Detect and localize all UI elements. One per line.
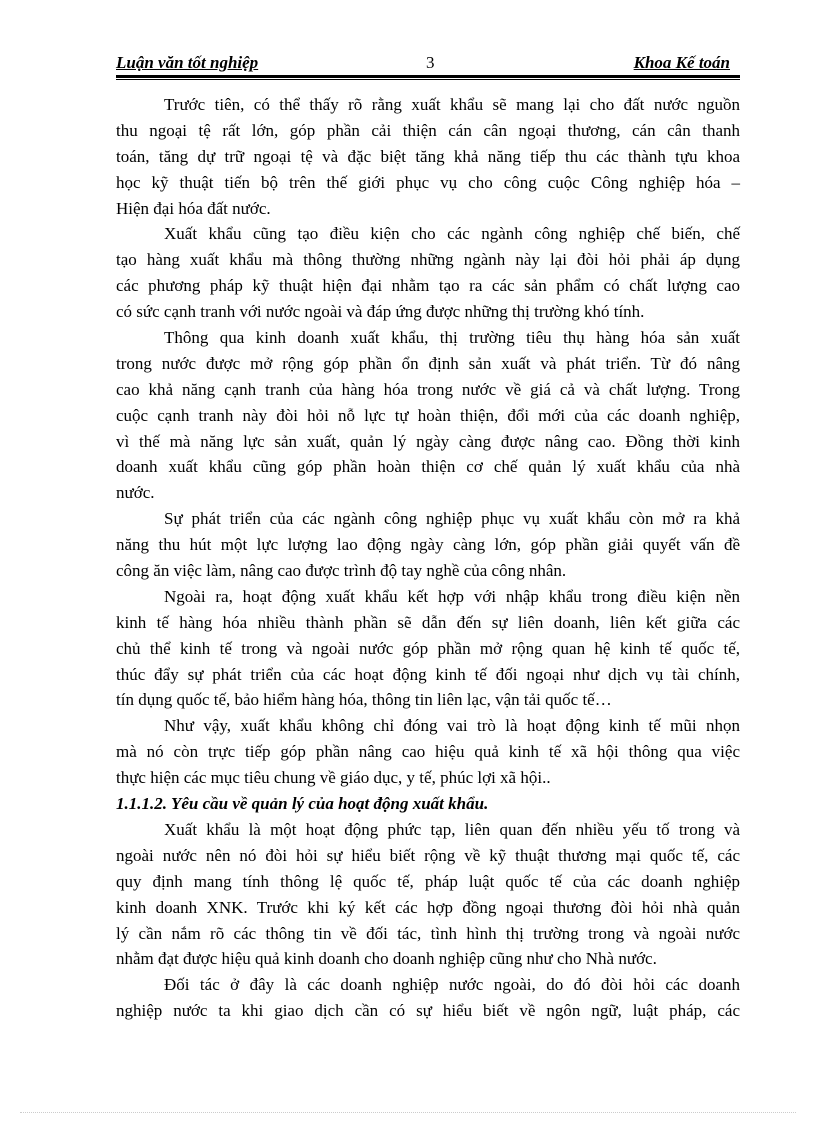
page-header — [116, 53, 740, 75]
text-line: quy định mang tính thông lệ quốc tế, pháp luật quốc tế của các doanh nghiệp — [116, 871, 740, 891]
paragraph — [116, 713, 740, 791]
header-department: Khoa Kế toán — [633, 53, 730, 72]
text-line: thu ngoại tệ rất lớn, góp phần cải thiện cán cân ngoại thương, cán cân thanh — [116, 120, 740, 140]
text-line: chủ thể kinh tế trong và ngoài nước góp phần mở rộng quan hệ kinh tế quốc tế, — [116, 638, 740, 658]
text-line: cuộc cạnh tranh này đòi hỏi nỗ lực tự hoàn thiện, đổi mới của các doanh nghiệp, — [116, 405, 740, 425]
text-line: tín dụng quốc tế, bảo hiểm hàng hóa, thông tin liên lạc, vận tải quốc tế… — [116, 690, 612, 710]
header-rule-thin — [116, 79, 740, 80]
text-line: Xuất khẩu cũng tạo điều kiện cho các ngành công nghiệp chế biến, chế — [164, 224, 740, 244]
text-line: học kỹ thuật tiến bộ trên thế giới phục vụ cho công cuộc Công nghiệp hóa – — [116, 172, 740, 192]
text-line: tạo hàng xuất khẩu mà thông thường những ngành này lại đòi hỏi phải áp dụng — [116, 250, 740, 270]
text-line: trong nước được mở rộng góp phần ổn định sản xuất và phát triển. Từ đó nâng — [116, 353, 740, 373]
text-line: thực hiện các mục tiêu chung về giáo dục, y tế, phúc lợi xã hội.. — [116, 768, 551, 788]
paragraph — [116, 92, 740, 221]
text-line: Xuất khẩu là một hoạt động phức tạp, liên quan đến nhiều yếu tố trong và — [164, 819, 740, 839]
text-line: vì thế mà năng lực sản xuất, quản lý ngày càng được nâng cao. Đồng thời kinh — [116, 431, 740, 451]
text-line: năng thu hút một lực lượng lao động ngày càng lớn, góp phần giải quyết vấn đề — [116, 535, 740, 555]
text-line: Ngoài ra, hoạt động xuất khẩu kết hợp với nhập khẩu trong điều kiện nền — [164, 586, 740, 606]
header-rule-thick — [116, 75, 740, 78]
text-line: Thông qua kinh doanh xuất khẩu, thị trường tiêu thụ hàng hóa sản xuất — [164, 328, 740, 348]
text-line: 1.1.1.2. Yêu cầu về quản lý của hoạt động xuất khẩu. — [116, 794, 489, 814]
page-border — [20, 1112, 796, 1113]
text-line: ngoài nước nên nó đòi hỏi sự hiểu biết rộng về kỹ thuật thương mại quốc tế, các — [116, 845, 740, 865]
text-line: có sức cạnh tranh với nước ngoài và đáp ứng được những thị trường khó tính. — [116, 302, 645, 322]
section-heading — [116, 791, 740, 817]
text-line: doanh xuất khẩu cũng góp phần hoàn thiện cơ chế quản lý xuất khẩu của nhà — [116, 457, 740, 477]
paragraph — [116, 506, 740, 584]
text-line: kinh tế hàng hóa nhiều thành phần sẽ dẫn đến sự liên doanh, liên kết giữa các — [116, 612, 740, 632]
text-line: Như vậy, xuất khẩu không chỉ đóng vai trò là hoạt động kinh tế mũi nhọn — [164, 716, 740, 736]
text-line: Sự phát triển của các ngành công nghiệp phục vụ xuất khẩu còn mở ra khả — [164, 509, 740, 529]
text-line: Hiện đại hóa đất nước. — [116, 198, 271, 218]
document-body — [116, 92, 740, 1024]
text-line: toán, tăng dự trữ ngoại tệ và đặc biệt tăng khả năng tiếp thu các thành tựu khoa — [116, 146, 740, 166]
paragraph — [116, 972, 740, 1024]
text-line: nước. — [116, 483, 155, 503]
text-line: các phương pháp kỹ thuật hiện đại nhằm tạo ra các sản phẩm có chất lượng cao — [116, 276, 740, 296]
text-line: nghiệp nước ta khi giao dịch cần có sự hiểu biết về ngôn ngữ, luật pháp, các — [116, 1001, 740, 1021]
text-line: lý cần nắm rõ các thông tin về đối tác, tình hình thị trường trong và ngoài nước — [116, 923, 740, 943]
paragraph — [116, 325, 740, 506]
text-line: kinh doanh XNK. Trước khi ký kết các hợp đồng ngoại thương đòi hỏi nhà quản — [116, 897, 740, 917]
text-line: Đối tác ở đây là các doanh nghiệp nước ngoài, do đó đòi hỏi các doanh — [164, 975, 740, 995]
paragraph — [116, 817, 740, 972]
text-line: mà nó còn trực tiếp góp phần nâng cao hiệu quả kinh tế xã hội thông qua việc — [116, 742, 740, 762]
text-line: thúc đẩy sự phát triển của các hoạt động kinh tế đối ngoại như dịch vụ tài chính, — [116, 664, 740, 684]
text-line: nhằm đạt được hiệu quả kinh doanh cho doanh nghiệp cũng như cho Nhà nước. — [116, 949, 657, 969]
paragraph — [116, 584, 740, 713]
text-line: Trước tiên, có thể thấy rõ rằng xuất khẩu sẽ mang lại cho đất nước nguồn — [164, 95, 740, 114]
text-line: công ăn việc làm, nâng cao được trình độ tay nghề của công nhân. — [116, 561, 567, 581]
text-line: cao khả năng cạnh tranh của hàng hóa trong nước về giá cả và chất lượng. Trong — [116, 379, 740, 399]
paragraph — [116, 221, 740, 325]
page-number: 3 — [426, 53, 435, 72]
header-thesis-title: Luận văn tốt nghiệp — [116, 53, 259, 72]
